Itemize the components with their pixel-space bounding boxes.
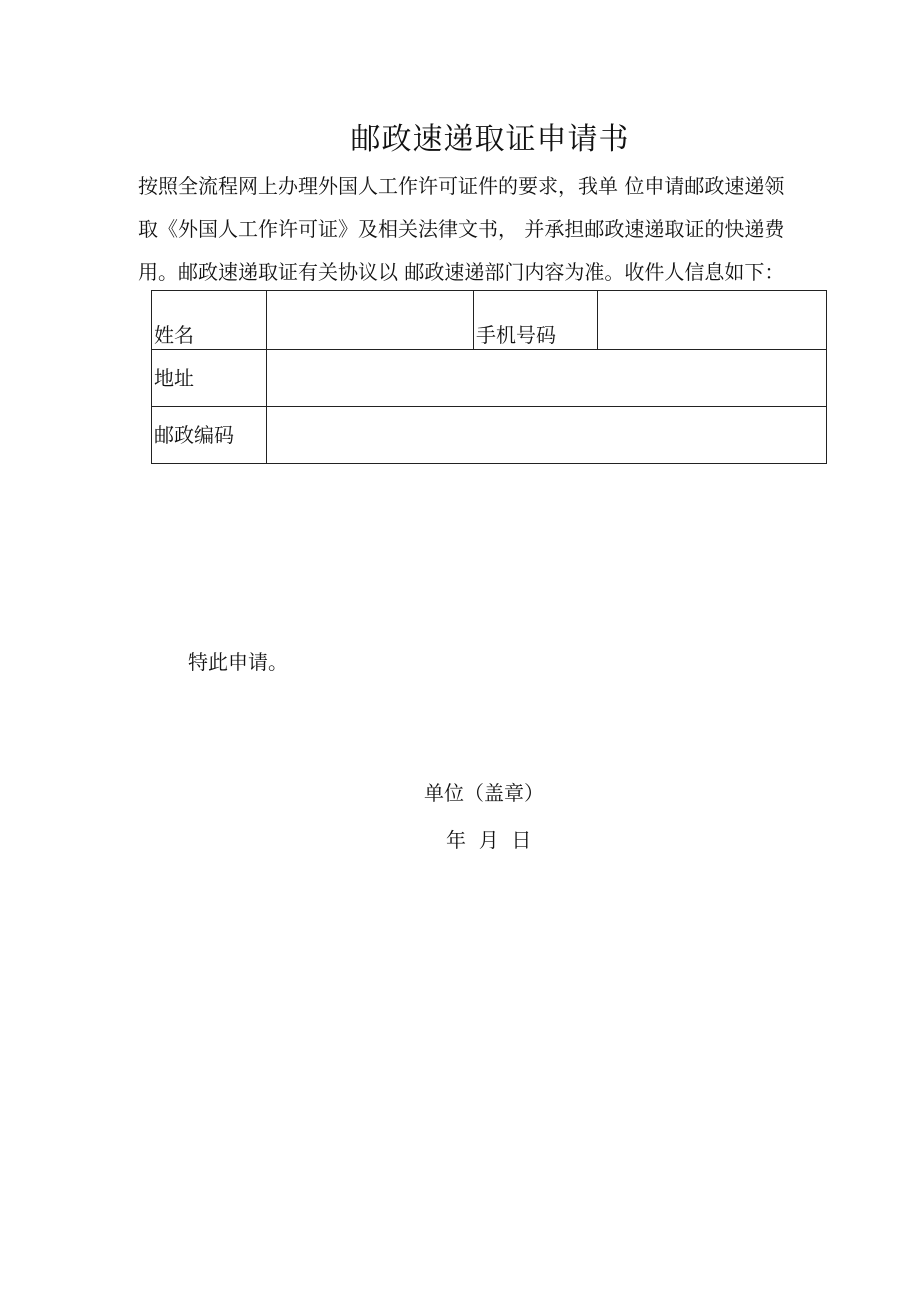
paragraph-line: 按照全流程网上办理外国人工作许可证件的要求，我单 位申请邮政速递领 xyxy=(138,174,785,198)
postcode-label: 邮政编码 xyxy=(152,407,267,464)
table-row xyxy=(152,291,827,350)
name-field[interactable] xyxy=(267,291,474,350)
address-label: 地址 xyxy=(152,350,267,407)
paragraph-line: 取《外国人工作许可证》及相关法律文书， 并承担邮政速递取证的快递费 xyxy=(138,217,785,241)
table-row xyxy=(152,407,827,464)
closing-text: 特此申请。 xyxy=(188,650,288,674)
document-title: 邮政速递取证申请书 xyxy=(350,122,630,157)
paragraph-line: 用。邮政速递取证有关协议以 邮政速递部门内容为准。收件人信息如下： xyxy=(138,260,785,284)
name-label: 姓名 xyxy=(152,291,267,350)
table-row xyxy=(152,350,827,407)
seal-label: 单位（盖章） xyxy=(424,781,544,805)
phone-label: 手机号码 xyxy=(474,291,598,350)
postcode-field[interactable] xyxy=(267,407,827,464)
phone-field[interactable] xyxy=(598,291,827,350)
address-field[interactable] xyxy=(267,350,827,407)
recipient-info-table xyxy=(151,290,827,464)
date-line: 年 月 日 xyxy=(446,828,532,852)
